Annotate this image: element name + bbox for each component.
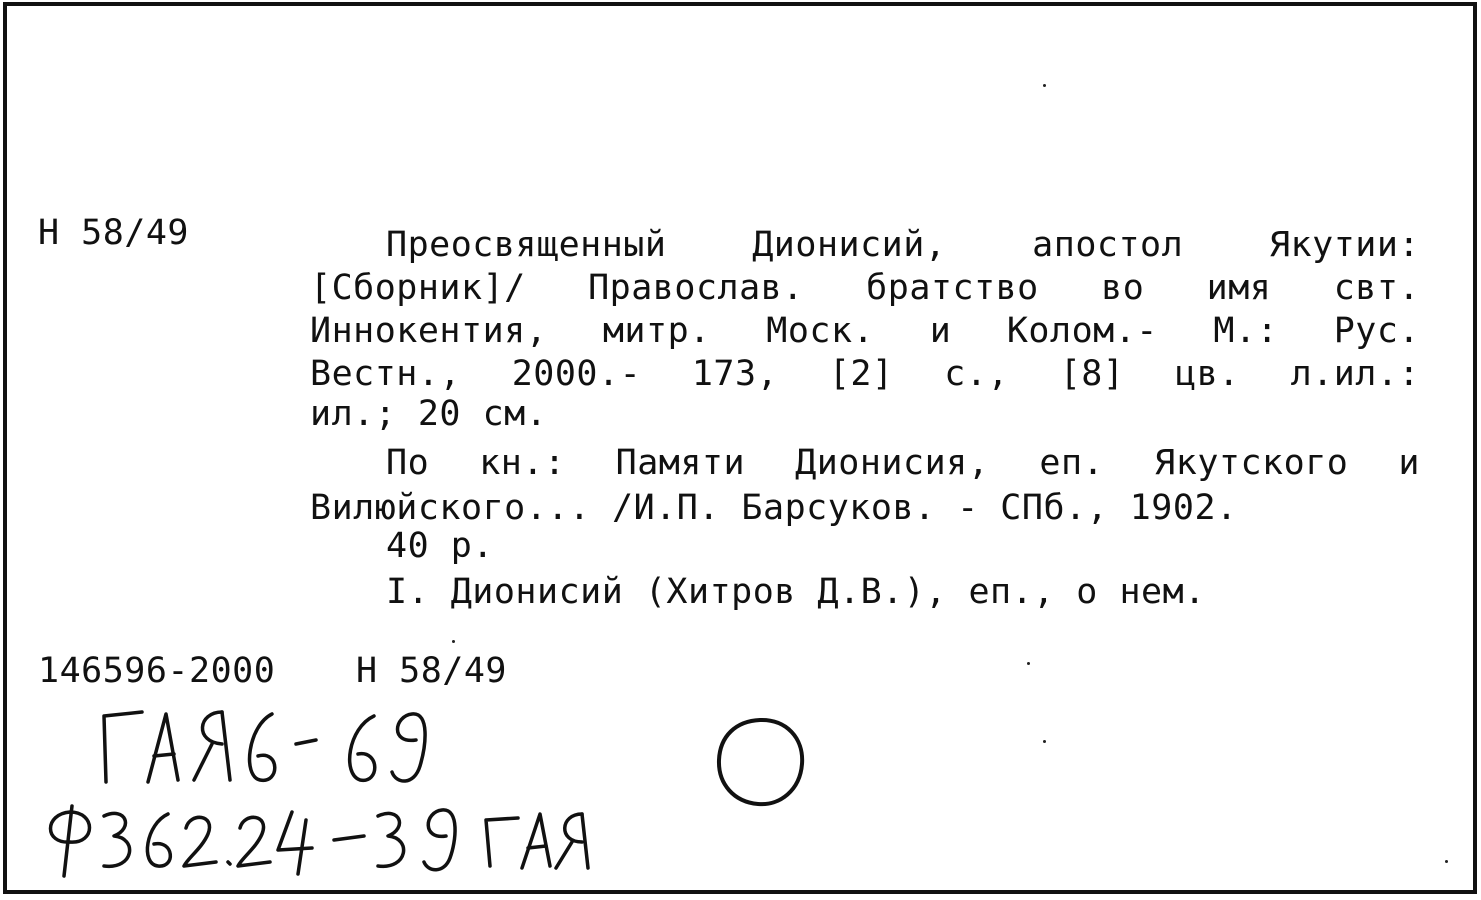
title-line-5: ил.; 20 см. bbox=[310, 394, 548, 434]
title-line-2: [Сборник]/ Православ. братство во имя свт. bbox=[310, 268, 1420, 308]
shelfmark: Н 58/49 bbox=[38, 213, 190, 253]
handwritten-note-1 bbox=[90, 700, 450, 795]
note-line-1: По кн.: Памяти Дионисия, еп. Якутского и bbox=[386, 443, 1420, 483]
handwritten-note-2 bbox=[40, 798, 600, 883]
scan-speck bbox=[452, 640, 455, 643]
title-line-3: Иннокентия, митр. Моск. и Колом.- М.: Рус. bbox=[310, 311, 1420, 351]
note-line-3: 40 р. bbox=[386, 526, 494, 566]
scan-speck bbox=[1043, 740, 1046, 743]
accession-number: 146596-2000 bbox=[38, 651, 276, 691]
scan-speck bbox=[1043, 84, 1046, 87]
title-line-4: Вестн., 2000.- 173, [2] с., [8] цв. л.ил.: bbox=[310, 354, 1420, 394]
subject-heading: I. Дионисий (Хитров Д.В.), еп., о нем. bbox=[386, 572, 1206, 612]
accession-shelfmark: Н 58/49 bbox=[356, 651, 508, 691]
scan-speck bbox=[1445, 860, 1448, 863]
scan-speck bbox=[1027, 662, 1030, 665]
note-line-2: Вилюйского... /И.П. Барсуков. - СПб., 1902. bbox=[310, 488, 1238, 528]
title-line-1: Преосвященный Дионисий, апостол Якутии: bbox=[386, 225, 1420, 265]
handwritten-circle bbox=[712, 714, 808, 810]
